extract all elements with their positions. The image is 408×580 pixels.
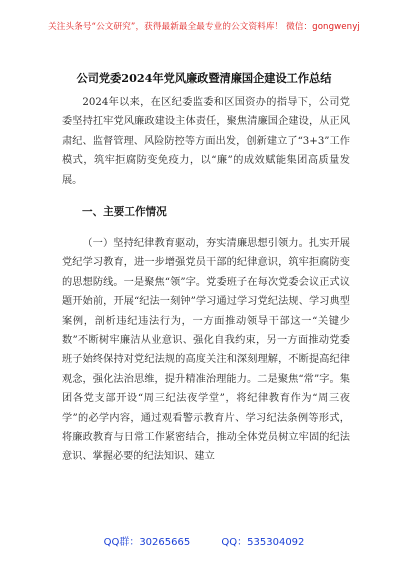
- intro-paragraph: [62, 93, 350, 190]
- document-title: 公司党委2024年党风廉政暨清廉国企建设工作总结: [76, 71, 332, 85]
- intro-text: 2024年以来，在区纪委监委和区国资办的指导下，公司党委坚持扛牢党风廉政建设主体责任，聚焦清廉国企建设，从正风肃纪、监督管理、风险防控等方面出发，创新建立了“3+3”工作模式，筑牢拒腐防变免疫力，以“廉”的成效赋能集团高质量发展。: [62, 97, 350, 186]
- promo-banner: 关注头条号“公文研究”，获得最新最全最专业的公文资料库！ 微信：gongwenyj: [48, 22, 360, 32]
- qq-group-number: QQ群：30265665: [103, 537, 191, 548]
- section1-text: （一）坚持纪律教育驱动，夯实清廉思想引领力。扎实开展党纪学习教育，进一步增强党员干部的纪律意识，筑牢拒腐防变的思想防线。一是聚焦“领”字。党委班子在每次党委会议正式议题开始前，开展“纪法一刻钟”学习通过学习党纪法规、学习典型案例，剖析违纪违法行为，一方面推动领导干部这一“关键少数”不断树牢廉洁从业意识、强化自我约束，另一方面推动党委班子始终保持对党纪法规的高度关注和深刻理解，不断提高纪律观念，强化法治思维，提升精准治理能力。二是聚焦“常”字。集团各党支部开设“周三纪法夜学堂”，将纪律教育作为“周三夜学”的必学内容，通过观看警示教育片、学习纪法条例等形式，将廉政教育与日常工作紧密结合，推动全体党员树立牢固的纪法意识、掌握必要的纪法知识、建立: [62, 238, 350, 463]
- section-heading: 一、主要工作情况: [82, 206, 167, 218]
- qq-number: QQ：535304092: [221, 537, 305, 548]
- contact-footer: [0, 533, 408, 548]
- section1-paragraph: [62, 234, 350, 467]
